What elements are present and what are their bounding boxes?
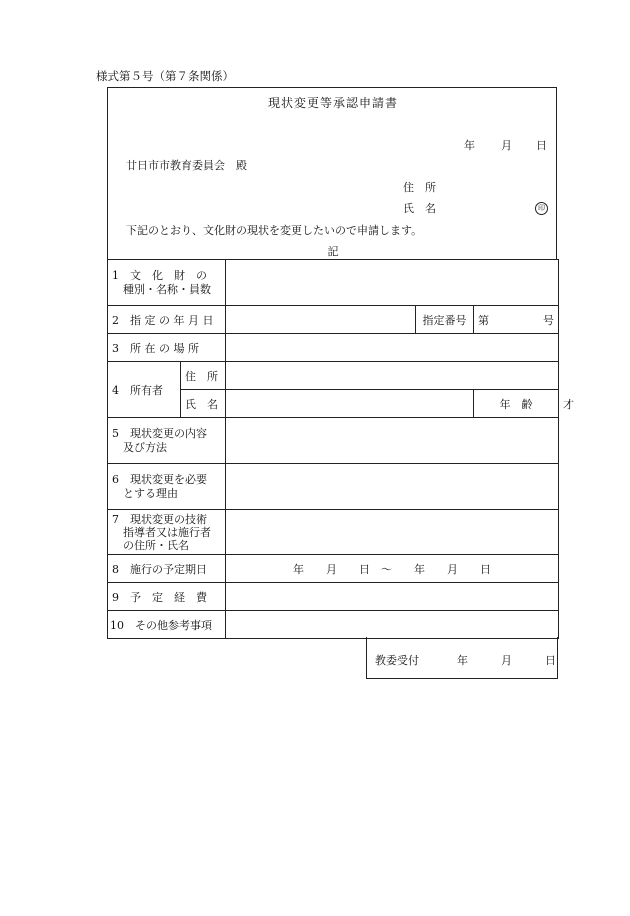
table-row — [108, 510, 559, 555]
age-unit: 才 — [563, 397, 574, 411]
row-label-supervisor: 7 現状変更の技術 指導者又は施行者 の住所・氏名 — [108, 510, 226, 555]
applicant-address-label: 住 所 — [403, 181, 436, 194]
owner-age-label: 年 齢 — [474, 390, 559, 418]
application-statement: 下記のとおり、文化財の現状を変更したいので申請します。 — [126, 224, 423, 237]
designation-date-field[interactable] — [226, 306, 416, 334]
other-field[interactable] — [226, 611, 559, 639]
application-table — [107, 259, 574, 639]
change-reason-field[interactable] — [226, 464, 559, 510]
row-label-expense: 9 予 定 経 費 — [108, 583, 226, 611]
form-title: 現状変更等承認申請書 — [267, 96, 398, 110]
table-row — [108, 464, 559, 510]
addressee: 廿日市市教育委員会 殿 — [126, 159, 247, 172]
date-day: 日 — [536, 139, 547, 152]
owner-address-label: 住 所 — [181, 362, 226, 390]
table-row — [108, 362, 559, 390]
table-row — [108, 260, 559, 306]
owner-address-field[interactable] — [226, 362, 559, 390]
designation-number-field[interactable] — [474, 306, 559, 334]
date-month: 月 — [501, 139, 512, 152]
date-year: 年 — [464, 139, 475, 152]
receipt-label: 教委受付 — [375, 654, 419, 667]
ki-heading: 記 — [327, 245, 339, 258]
table-row — [108, 334, 559, 362]
supervisor-field[interactable] — [226, 510, 559, 555]
table-row — [108, 555, 559, 583]
row-label-heritage: 1 文 化 財 の 種別・名称・員数 — [108, 260, 226, 306]
go-label: 号 — [543, 313, 554, 327]
dai-label: 第 — [478, 313, 489, 327]
owner-name-field[interactable] — [226, 390, 474, 418]
table-row — [108, 611, 559, 639]
row-label-designation-date: 2 指 定 の 年 月 日 — [108, 306, 226, 334]
receipt-date: 年 月 日 — [457, 654, 556, 667]
form-header-box — [107, 87, 557, 259]
heritage-field[interactable] — [226, 260, 559, 306]
applicant-name-label: 氏 名 — [403, 202, 436, 215]
expense-field[interactable] — [226, 583, 559, 611]
form-number-label: 様式第５号（第７条関係） — [96, 69, 234, 83]
row-label-change-reason: 6 現状変更を必要 とする理由 — [108, 464, 226, 510]
table-row — [108, 306, 559, 334]
row-label-owner: 4 所有者 — [108, 362, 181, 418]
row-label-schedule: 8 施行の予定期日 — [108, 555, 226, 583]
table-row — [108, 583, 559, 611]
location-field[interactable] — [226, 334, 559, 362]
schedule-field[interactable]: 年 月 日 ～ 年 月 日 — [226, 555, 559, 583]
receipt-box — [366, 637, 558, 679]
change-content-field[interactable] — [226, 418, 559, 464]
row-label-other: 10 その他参考事項 — [108, 611, 226, 639]
seal-icon: 印 — [535, 200, 548, 215]
row-label-change-content: 5 現状変更の内容 及び方法 — [108, 418, 226, 464]
owner-name-label: 氏 名 — [181, 390, 226, 418]
designation-number-label: 指定番号 — [416, 306, 474, 334]
table-row — [108, 418, 559, 464]
row-label-location: 3 所 在 の 場 所 — [108, 334, 226, 362]
